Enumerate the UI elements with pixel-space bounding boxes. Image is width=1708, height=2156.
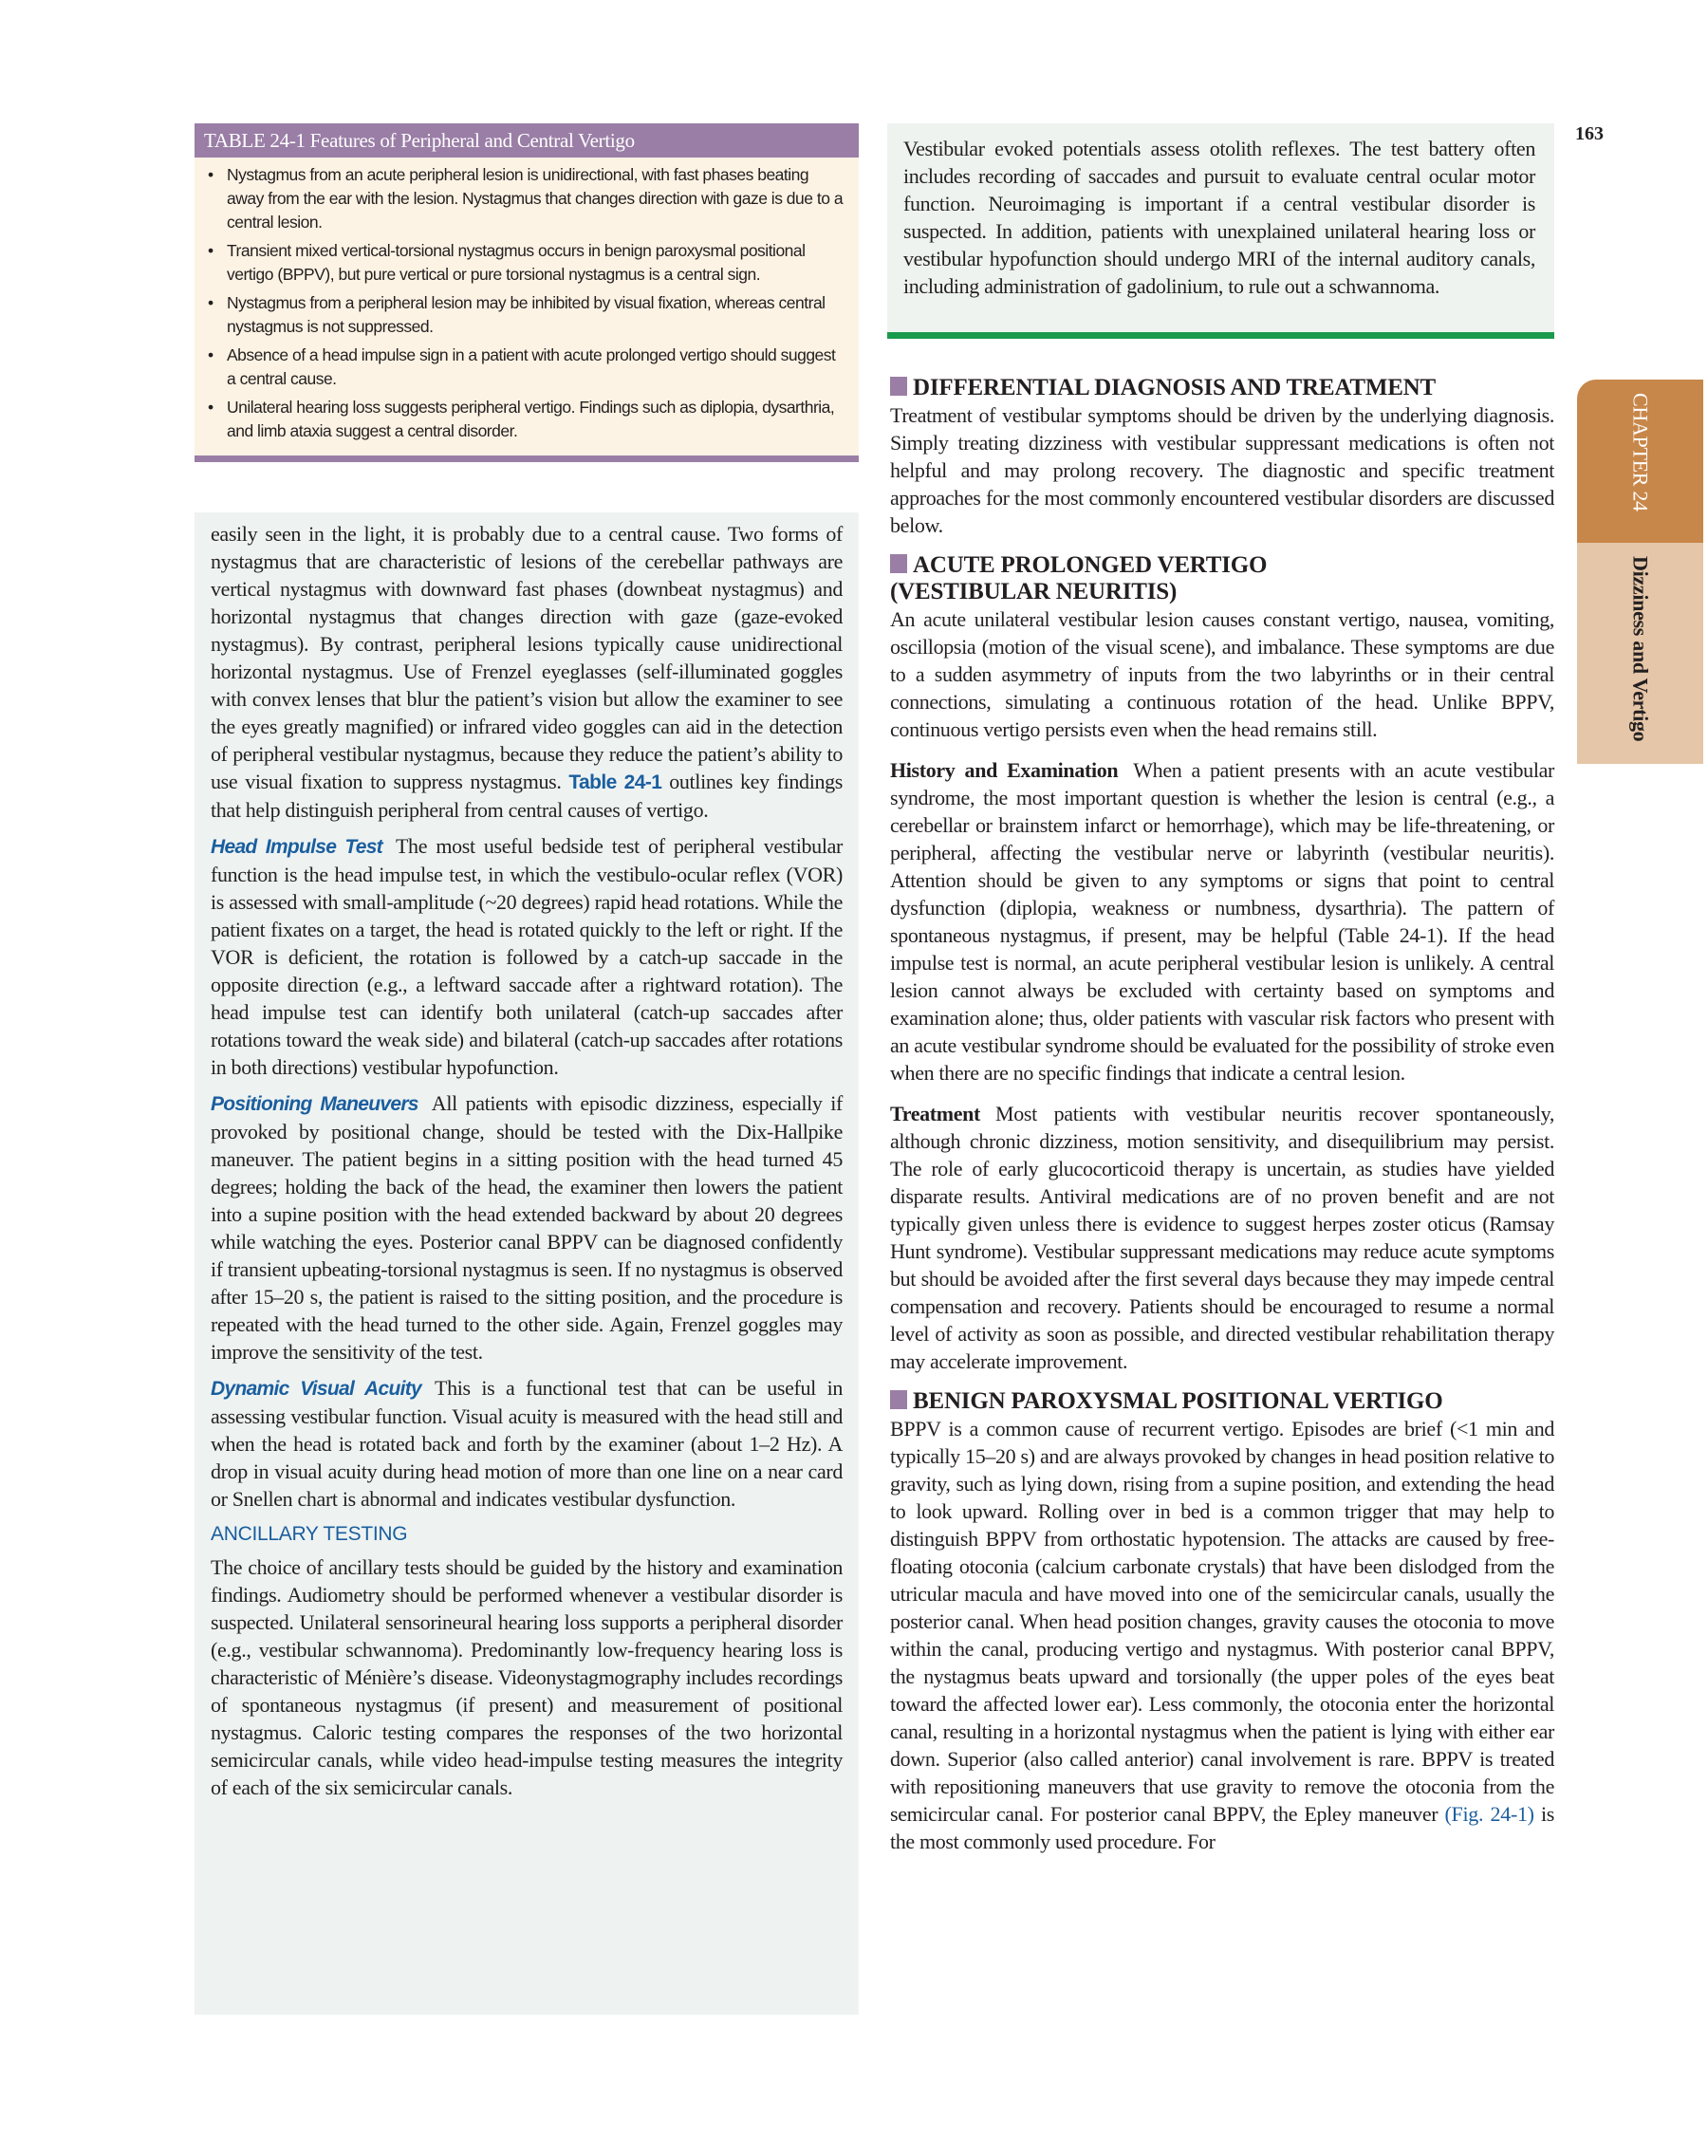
chapter-tab-number <box>1577 380 1703 543</box>
section-heading <box>890 375 1554 401</box>
paragraph-head-impulse <box>211 832 843 1081</box>
section-heading <box>890 552 1554 605</box>
text: easily seen in the light, it is probably due to a central cause. Two forms of nystagmus that are characteristic of lesions of the cerebellar pathways are vertical nystagmus with downward fast phases (downbeat nystagmus) and horizontal nystagmus that changes direction with gaze (gaze-evoked nystagmus). By contrast, peripheral lesions typically cause unidirectional horizontal nystagmus. Use of Frenzel eyeglasses (self-illuminated goggles with convex lenses that blur the patient’s vision but allow the examiner to see the eyes greatly magnified) or infrared video goggles can aid in the detection of peripheral vestibular nystagmus, because they reduce the patient’s ability to use visual fixation to suppress nystagmus. <box>211 522 843 793</box>
runin-heading: Positioning Maneuvers <box>211 1093 418 1115</box>
text: outlines key findings that help distinguish peripheral from central causes of vertigo. <box>211 770 843 822</box>
box-text: Vestibular evoked potentials assess otolith reflexes. The test battery often includes recording of saccades and pursuit to evaluate central ocular motor function. Neuroimaging is important if a central vestibular disorder is suspected. In addition, patients with unexplained unilateral hearing loss or vestibular hypofunction should undergo MRI of the internal auditory canals, including administration of gadolinium, to rule out a schwannoma. <box>903 137 1535 298</box>
continued-box <box>887 123 1554 339</box>
paragraph <box>890 1415 1554 1855</box>
paragraph-positioning <box>211 1089 843 1366</box>
runin-heading: History and Examination <box>890 758 1119 782</box>
table-item-text: Nystagmus from an acute peripheral lesion is unidirectional, with fast phases beating away from the ear with the lesion. Nystagmus that changes direction with gaze is due to a central lesion. <box>227 165 844 232</box>
runin-heading: Head Impulse Test <box>211 836 382 858</box>
table-item-text: Transient mixed vertical-torsional nystagmus occurs in benign paroxysmal positional vertigo (BPPV), but pure vertical or pure torsional nystagmus is a central sign. <box>227 241 806 284</box>
runin-heading: Treatment <box>890 1102 981 1125</box>
subheading-ancillary: ANCILLARY TESTING <box>211 1523 408 1545</box>
table-item: • Unilateral hearing loss suggests peripheral vertigo. Findings such as diplopia, dysarthria, and limb ataxia suggest a central disorder. <box>208 398 835 440</box>
text: When a patient presents with an acute vestibular syndrome, the most important question is whether the lesion is central (e.g., a cerebellar or brainstem infarct or hemorrhage), which may be life-threatening, or peripheral, affecting the vestibular nerve or labyrinth (vestibular neuritis). Attention should be given to any symptoms or signs that point to central dysfunction (diplopia, weakness or numbness, dysarthria). The pattern of spontaneous nystagmus, if present, may be helpful (Table 24-1). If the head impulse test is normal, an acute peripheral vestibular lesion is unlikely. A central lesion cannot always be excluded with certainty based on symptoms and examination alone; thus, older patients with vascular risk factors who present with an acute vestibular syndrome should be evaluated for the possibility of stroke even when there are no specific findings that indicate a central lesion. <box>890 758 1554 1085</box>
text: The most useful bedside test of peripheral vestibular function is the head impulse test, in which the vestibulo-ocular reflex (VOR) is assessed with small-amplitude (~20 degrees) rapid head rotations. While the patient fixates on a target, the head is rotated quickly to the left or right. If the VOR is deficient, the rotation is followed by a catch-up saccade in the opposite direction (e.g., a leftward saccade after a rightward rotation). The head impulse test can identify both unilateral (catch-up saccades after rotations toward the weak side) and bilateral (catch-up saccades after rotations in both directions) vestibular hypofunction. <box>211 834 843 1079</box>
features-table <box>195 123 859 462</box>
heading-text: (VESTIBULAR NEURITIS) <box>890 579 1178 604</box>
table-item-text: Unilateral hearing loss suggests peripheral vertigo. Findings such as diplopia, dysarthria, and limb ataxia suggest a central disorder. <box>227 398 835 440</box>
text: is the most commonly used procedure. For <box>890 1802 1555 1853</box>
right-column <box>890 375 1554 1864</box>
heading-text: ACUTE PROLONGED VERTIGO <box>913 552 1268 578</box>
heading-square-icon <box>890 554 907 573</box>
chapter-title: Dizziness and Vertigo <box>1628 556 1653 742</box>
table-item: • Nystagmus from an acute peripheral lesion is unidirectional, with fast phases beating away from the ear with the lesion. Nystagmus that changes direction with gaze is due to a central lesion. <box>208 165 844 232</box>
table-item: • Nystagmus from a peripheral lesion may be inhibited by visual fixation, whereas central nystagmus is not suppressed. <box>208 293 826 336</box>
paragraph-dynamic-acuity <box>211 1374 843 1513</box>
heading-text: DIFFERENTIAL DIAGNOSIS AND TREATMENT <box>913 375 1437 400</box>
heading-square-icon <box>890 1390 907 1409</box>
page-number: 163 <box>1575 123 1604 144</box>
section-heading <box>890 1388 1554 1415</box>
table-link[interactable]: Table 24-1 <box>568 771 662 793</box>
heading-square-icon <box>890 377 907 396</box>
paragraph-ancillary: The choice of ancillary tests should be guided by the history and examination findings. Audiometry should be performed whenever a vestibular disorder is suspected. Unilateral sensorineural hearing loss supports a peripheral disorder (e.g., vestibular schwannoma). Predominantly low-frequency hearing loss is characteristic of Ménière’s disease. Videonystagmography includes recordings of spontaneous nystagmus (if present) and measurement of positional nystagmus. Caloric testing compares the responses of the two horizontal semicircular canals, while video head-impulse testing measures the integrity of each of the six semicircular canals. <box>211 1555 843 1799</box>
table-item-text: Nystagmus from a peripheral lesion may be inhibited by visual fixation, whereas central nystagmus is not suppressed. <box>227 293 826 336</box>
figure-link[interactable]: (Fig. 24-1) <box>1444 1802 1534 1826</box>
chapter-tab <box>1577 380 1703 764</box>
paragraph: An acute unilateral vestibular lesion causes constant vertigo, nausea, vomiting, oscillopsia (motion of the visual scene), and imbalance. These symptoms are due to a sudden asymmetry of inputs from the two labyrinths or in their central connections, simulating a continuous rotation of the head. Unlike BPPV, continuous vertigo persists even when the head remains still. <box>890 607 1554 741</box>
text: Most patients with vestibular neuritis recover spontaneously, although chronic dizziness, motion sensitivity, and disequilibrium may persist. The role of early glucocorticoid therapy is uncertain, as studies have yielded disparate results. Antiviral medications are of no proven benefit and are not typically given unless there is evidence to suggest herpes zoster oticus (Ramsay Hunt syndrome). Vestibular suppressant medications may reduce acute symptoms but should be avoided after the first several days because they may impede central compensation and recovery. Patients should be encouraged to resume a normal level of activity as soon as possible, and directed vestibular rehabilitation therapy may accelerate improvement. <box>890 1102 1554 1373</box>
table-item-text: Absence of a head impulse sign in a patient with acute prolonged vertigo should suggest a central cause. <box>227 345 836 388</box>
table-footer-bar <box>195 455 859 462</box>
text: BPPV is a common cause of recurrent vertigo. Episodes are brief (<1 min and typically 15–20 s) and are always provoked by changes in head position relative to gravity, such as lying down, rising from a supine position, and extending the head to look upward. Rolling over in bed is a common trigger that may help to distinguish BPPV from orthostatic hypotension. The attacks are caused by free-floating otoconia (calcium carbonate crystals) that have been dislodged from the utricular macula and have moved into one of the semicircular canals, usually the posterior canal. When head position changes, gravity causes the otoconia to move within the canal, producing vertigo and nystagmus. With posterior canal BPPV, the nystagmus beats upward and torsionally (the upper poles of the eyes beat toward the affected lower ear). Less commonly, the otoconia enter the horizontal canal, resulting in a horizontal nystagmus when the patient is lying with either ear down. Superior (also called anterior) canal involvement is rare. BPPV is treated with repositioning maneuvers that use gravity to remove the otoconia from the semicircular canal. For posterior canal BPPV, the Epley maneuver <box>890 1417 1554 1826</box>
chapter-tab-title <box>1577 543 1703 764</box>
chapter-label: CHAPTER 24 <box>1628 393 1653 511</box>
table-item: • Transient mixed vertical-torsional nystagmus occurs in benign paroxysmal positional vertigo (BPPV), but pure vertical or pure torsional nystagmus is a central sign. <box>208 241 806 284</box>
table-item: • Absence of a head impulse sign in a patient with acute prolonged vertigo should suggest a central cause. <box>208 345 836 388</box>
paragraph-treatment <box>890 1100 1554 1375</box>
text: All patients with episodic dizziness, especially if provoked by positional change, should be tested with the Dix-Hallpike maneuver. The patient begins in a sitting position with the head turned 45 degrees; holding the back of the head, the examiner then lowers the patient into a supine position with the head extended backward by about 20 degrees while watching the eyes. Posterior canal BPPV can be diagnosed confidently if transient upbeating-torsional nystagmus is seen. If no nystagmus is observed after 15–20 s, the patient is raised to the sitting position, and the procedure is repeated with the head turned to the other side. Again, Frenzel goggles may improve the sensitivity of the test. <box>211 1091 843 1364</box>
heading-text: BENIGN PAROXYSMAL POSITIONAL VERTIGO <box>913 1388 1443 1414</box>
table-title: TABLE 24-1 Features of Peripheral and Central Vertigo <box>195 123 859 158</box>
text: This is a functional test that can be useful in assessing vestibular function. Visual acuity is measured with the head still and when the head is rotated back and forth by the examiner (about 1–2 Hz). A drop in visual acuity during head motion of more than one line on a near card or Snellen chart is abnormal and indicates vestibular dysfunction. <box>211 1376 843 1511</box>
runin-heading: Dynamic Visual Acuity <box>211 1378 421 1400</box>
paragraph-history <box>890 756 1554 1087</box>
left-column <box>195 512 859 2015</box>
paragraph <box>211 520 843 824</box>
table-body <box>195 158 859 455</box>
paragraph: Treatment of vestibular symptoms should be driven by the underlying diagnosis. Simply treating dizziness with vestibular suppressant medications is often not helpful and may prolong recovery. The diagnostic and specific treatment approaches for the most commonly encountered vestibular disorders are discussed below. <box>890 403 1554 537</box>
